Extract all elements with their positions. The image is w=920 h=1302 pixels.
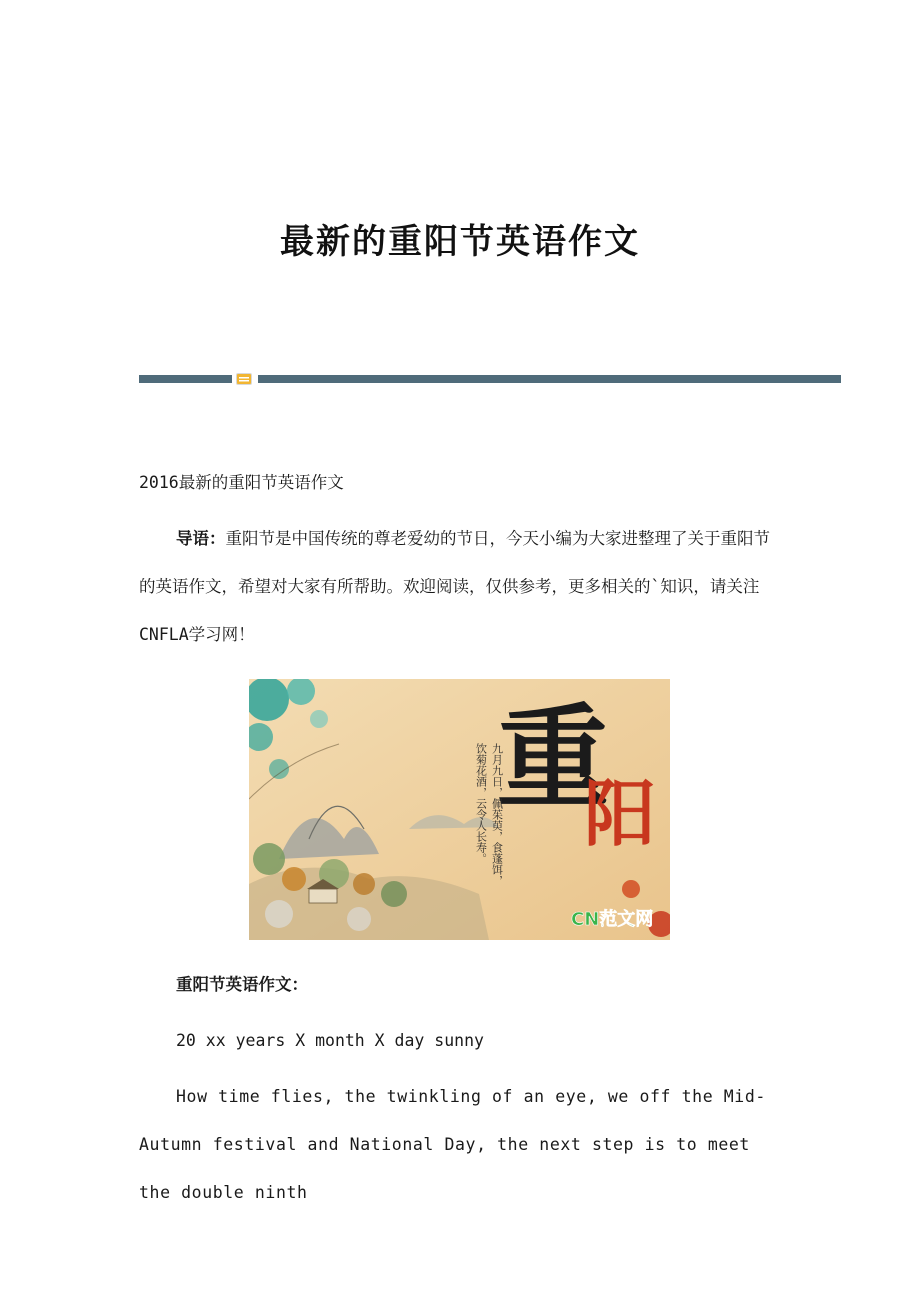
red-lantern-decoration (622, 880, 640, 898)
subtitle: 2016最新的重阳节英语作文 (139, 473, 344, 492)
calligraphy-char-2: 阳 (584, 771, 657, 856)
section-heading: 重阳节英语作文： (176, 975, 308, 994)
title-rule-right (258, 375, 841, 383)
calligraphy-char-1: 重 (497, 693, 609, 824)
body-paragraph: How time flies, the twinkling of an eye, we off the Mid-Autumn festival and National Day, the next step is to meet the double ninth (139, 1087, 766, 1202)
intro-text: 重阳节是中国传统的尊老爱幼的节日，今天小编为大家进整理了关于重阳节的英语作文，希望对大家有所帮助。欢迎阅读，仅供参考，更多相关的`知识，请关注CNFLA学习网！ (139, 529, 770, 644)
poem-column-1: 九月九日，佩茱萸，食蓬饵， (490, 743, 504, 886)
intro-label: 导语： (176, 529, 226, 548)
date-line: 20 xx years X month X day sunny (176, 1031, 484, 1050)
document-title: 最新的重阳节英语作文 (280, 222, 640, 262)
intro-paragraph (139, 515, 779, 659)
double-ninth-illustration (249, 679, 670, 940)
envelope-icon (236, 373, 252, 385)
illustration-art (249, 679, 670, 940)
watermark: CN范文网 (571, 909, 654, 930)
title-rule-left (139, 375, 232, 383)
poem-column-2: 饮菊花酒，云令人长寿。 (474, 743, 488, 864)
